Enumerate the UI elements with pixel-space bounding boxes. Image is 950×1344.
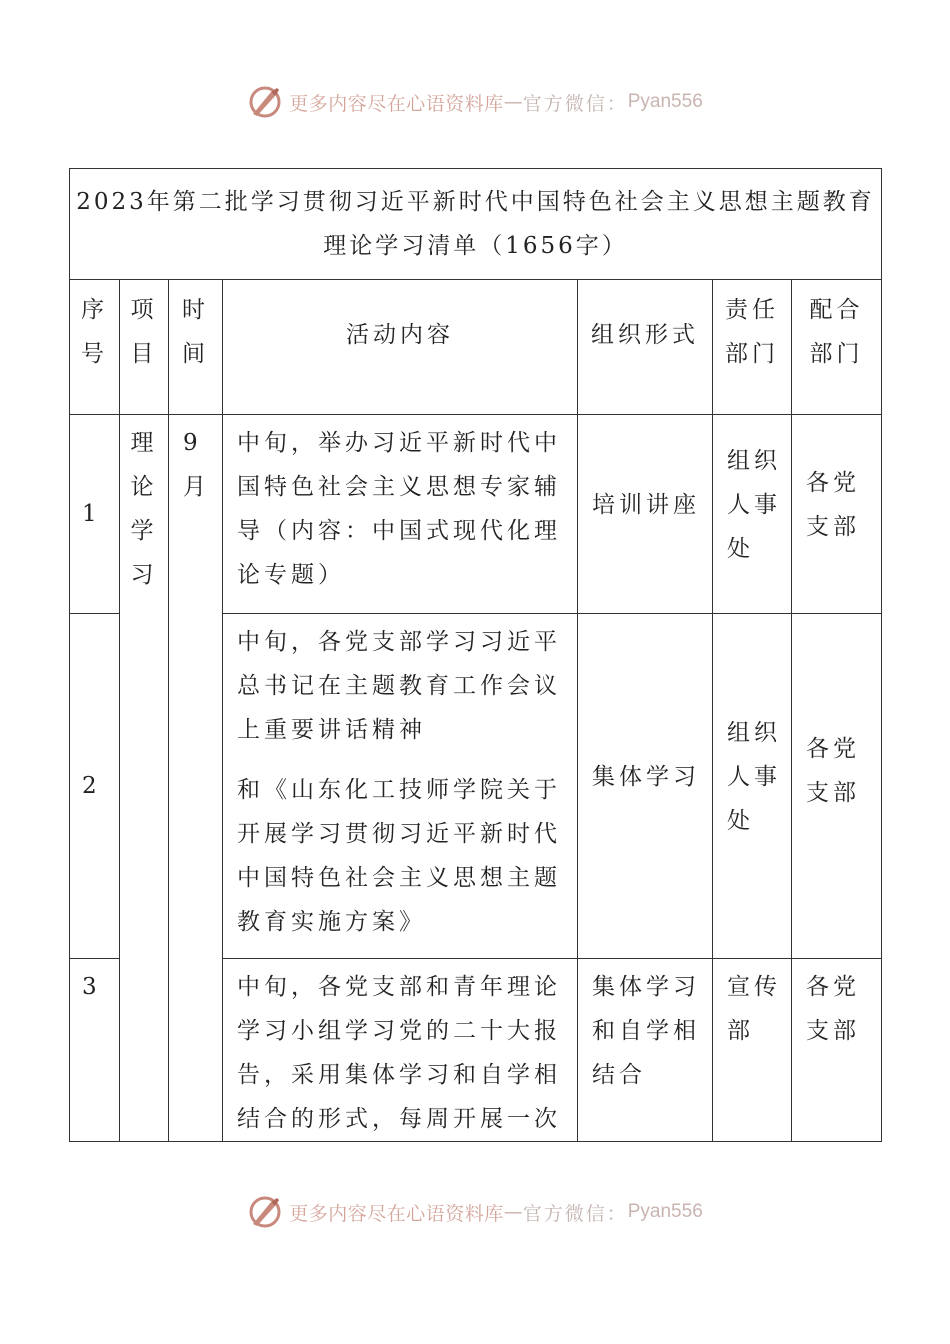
pen-logo-icon	[247, 84, 283, 120]
table-title	[70, 169, 882, 280]
time-cell: 9 月	[169, 415, 223, 1142]
header-coop: 配合 部门	[792, 280, 882, 415]
row-dept: 组织人事处	[713, 614, 792, 959]
row-dept: 宣传部	[713, 959, 792, 1142]
row-coop: 各党支部	[792, 415, 882, 614]
row-form: 集体学习	[578, 614, 713, 959]
title-line-1: 2023年第二批学习贯彻习近平新时代中国特色社会主义思想主题教育	[76, 189, 875, 215]
header-content: 活动内容	[223, 280, 578, 415]
watermark-footer	[0, 1192, 950, 1232]
header-item: 项 目	[120, 280, 169, 415]
row-form: 集体学习和自学相结合	[578, 959, 713, 1142]
watermark-dash: —	[503, 91, 523, 113]
row-content: 中旬，各党支部学习习近平总书记在主题教育工作会议上重要讲话精神 和《山东化工技师学院关于开展学习贯彻习近平新时代中国特色社会主义思想主题教育实施方案》	[223, 614, 578, 959]
watermark-header	[0, 82, 950, 122]
watermark-label: 官方微信：	[522, 92, 628, 115]
header-seq: 序 号	[70, 280, 120, 415]
title-line-2: 理论学习清单（1656字）	[323, 233, 628, 259]
watermark-dash: —	[503, 1201, 523, 1223]
row-dept: 组织人事处	[713, 415, 792, 614]
watermark-wechat-id: Pyan556	[627, 1201, 703, 1222]
row-seq: 1	[70, 415, 120, 614]
header-dept: 责任 部门	[713, 280, 792, 415]
header-form: 组织形式	[578, 280, 713, 415]
watermark-main-text: 更多内容尽在心语资料库	[289, 1202, 504, 1225]
header-time: 时 间	[169, 280, 223, 415]
pen-logo-icon	[247, 1194, 283, 1230]
row-seq: 3	[70, 959, 120, 1142]
row-seq: 2	[70, 614, 120, 959]
row-content: 中旬，各党支部和青年理论学习小组学习党的二十大报告，采用集体学习和自学相结合的形式，每周开展一次	[223, 959, 578, 1142]
watermark-label: 官方微信：	[522, 1202, 628, 1225]
watermark-main-text: 更多内容尽在心语资料库	[289, 92, 504, 115]
row-content: 中旬，举办习近平新时代中国特色社会主义思想专家辅导（内容：中国式现代化理论专题）	[223, 415, 578, 614]
table-row	[70, 415, 882, 614]
item-cell: 理 论 学 习	[120, 415, 169, 1142]
row-form: 培训讲座	[578, 415, 713, 614]
study-plan-table	[69, 168, 882, 1142]
watermark-wechat-id: Pyan556	[627, 91, 703, 112]
header-row	[70, 280, 882, 415]
row-coop: 各党支部	[792, 959, 882, 1142]
row-coop: 各党支部	[792, 614, 882, 959]
